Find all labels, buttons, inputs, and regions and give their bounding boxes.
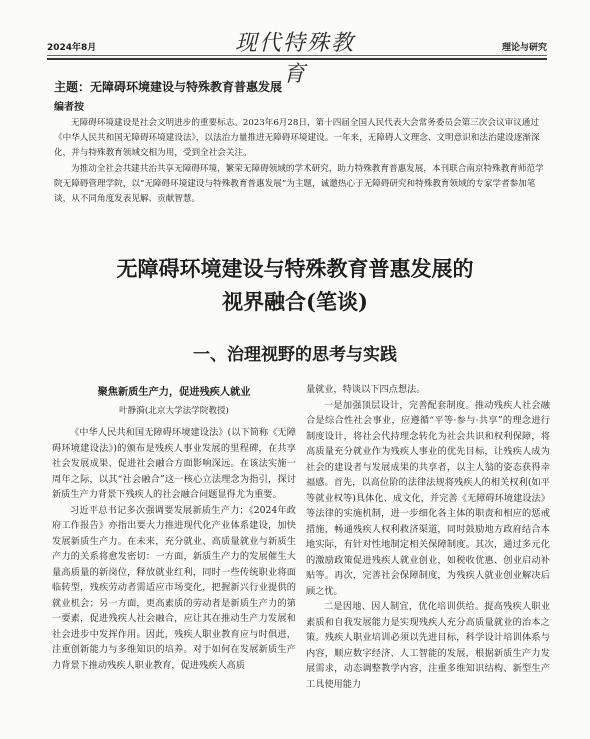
article-title-line: 视界融合(笔谈) (222, 289, 368, 314)
body-paragraph: 一是加强顶层设计，完善配套制度。推动残疾人社会融合是综合性社会事业，应遵循“平等·参与·共享”的理念进行制度设计，将社会代持理念转化为社会共识和权利保障，将高质量充分就业作为残疾人事业的优先目标，让残疾人成为社会的建设者与发展成果的共享者，以主人翁的姿态获得幸福感。首先，以高位阶的法律法规将残疾人的相关权利(如平等就业权等)具体化、成文化，并完善《无障碍环境建设法》等法律的实施机制，进一步细化各主体的职责和相应的惩戒措施，畅通残疾人权利救济渠道，同时鼓励地方政府结合本地实际，有针对性地制定相关保障制度。其次，通过多元化的激励政策促进残疾人就业创业，如税收优惠、创业启动补贴等。再次，完善社会保障制度，为残疾人就业创业解决后顾之忧。 (306, 399, 550, 597)
theme-title: 主题：无障碍环境建设与特殊教育普惠发展 (54, 80, 283, 94)
right-column-content (306, 382, 550, 734)
header-rule-thick (47, 58, 547, 60)
subsection-title: 聚焦新质生产力，促进残疾人就业 (97, 387, 251, 398)
body-paragraph: 二是因地、因人制宜，优化培训供给。提高残疾人职业素质和自我发展能力是实现残疾人充分高质量就业的治本之策。残疾人职业培训必须以先进目标，科学设计培训体系与内容，顺应数字经济、人工智能的发展，根据新质生产力发展需求，动态调整教学内容，注重多维知识结构、新型生产工具使用能力 (306, 601, 550, 690)
body-paragraph: 《中华人民共和国无障碍环境建设法》(以下简称《无障碍环境建设法》)的颁布是残疾人事业发展的里程碑，在共享社会发展成果、促进社会融合方面影响深远。在该法实施一周年之际，以其“社会融合”这一核心立法理念为指引，探讨新质生产力背景下残疾人的社会融合问题显得尤为重要。 (52, 427, 296, 500)
article-title (0, 252, 590, 318)
body-paragraph: 习近平总书记多次强调要发展新质生产力；《2024年政府工作报告》亦指出要大力推进现代化产业体系建设，加快发展新质生产力。在未来，充分就业、高质量就业与新质生产力的关系将愈发密切：一方面，新质生产力的发展催生大量高质量的新岗位，释放就业红利，同时一些传统职业将面临转型，残疾劳动者需适应市场变化，把握新兴行业提供的就业机会；另一方面，更高素质的劳动者是新质生产力的第一要素，促进残疾人社会融合，应让其在推动生产力发展和社会进步中发挥作用。因此，残疾人职业教育应与时俱进，注重创新能力与多维知识的培养。对于如何在发展新质生产力背景下推动残疾人职业教育，促进残疾人高质 (52, 504, 296, 671)
body-paragraph: 量就业，特谈以下四点想法。 (306, 384, 426, 395)
left-column-content (52, 425, 296, 735)
header-rule (47, 55, 547, 56)
editor-note-label: 编者按 (54, 102, 84, 113)
article-title-line: 无障碍环境建设与特殊教育普惠发展的 (116, 256, 474, 281)
left-column (52, 382, 296, 735)
editor-note-paragraph: 无障碍环境建设是社会文明进步的重要标志。2023年6月28日，第十四届全国人民代表大会常务委员会第三次会议审议通过《中华人民共和国无障碍环境建设法》，以法治力量推进无障碍环境建设。一年来，无障碍人文理念、文明意识和法治建设逐渐深化，并与特殊教育领域交相为用，受到全社会关注。 (54, 118, 540, 159)
author: 叶静漪(北京大学法学院教授) (119, 405, 229, 416)
editor-note (54, 116, 548, 207)
header-section: 理论与研究 (501, 43, 547, 53)
right-column (306, 382, 550, 734)
header-date: 2024年8月 (47, 43, 97, 53)
journal-title: 现代特殊教育 (234, 31, 355, 87)
editor-note-paragraph: 为推动全社会共建共治共享无障碍环境，繁荣无障碍领域的学术研究，助力特殊教育普惠发展，本刊联合南京特殊教育师范学院无障碍管理学院，以“无障碍环境建设与特殊教育普惠发展”为主题，诚邀热心于无障碍研究和特殊教育领域的专家学者参加笔谈，从不同角度发表见解、贡献智慧。 (54, 163, 544, 205)
section-heading: 一、治理视野的思考与实践 (193, 345, 397, 365)
